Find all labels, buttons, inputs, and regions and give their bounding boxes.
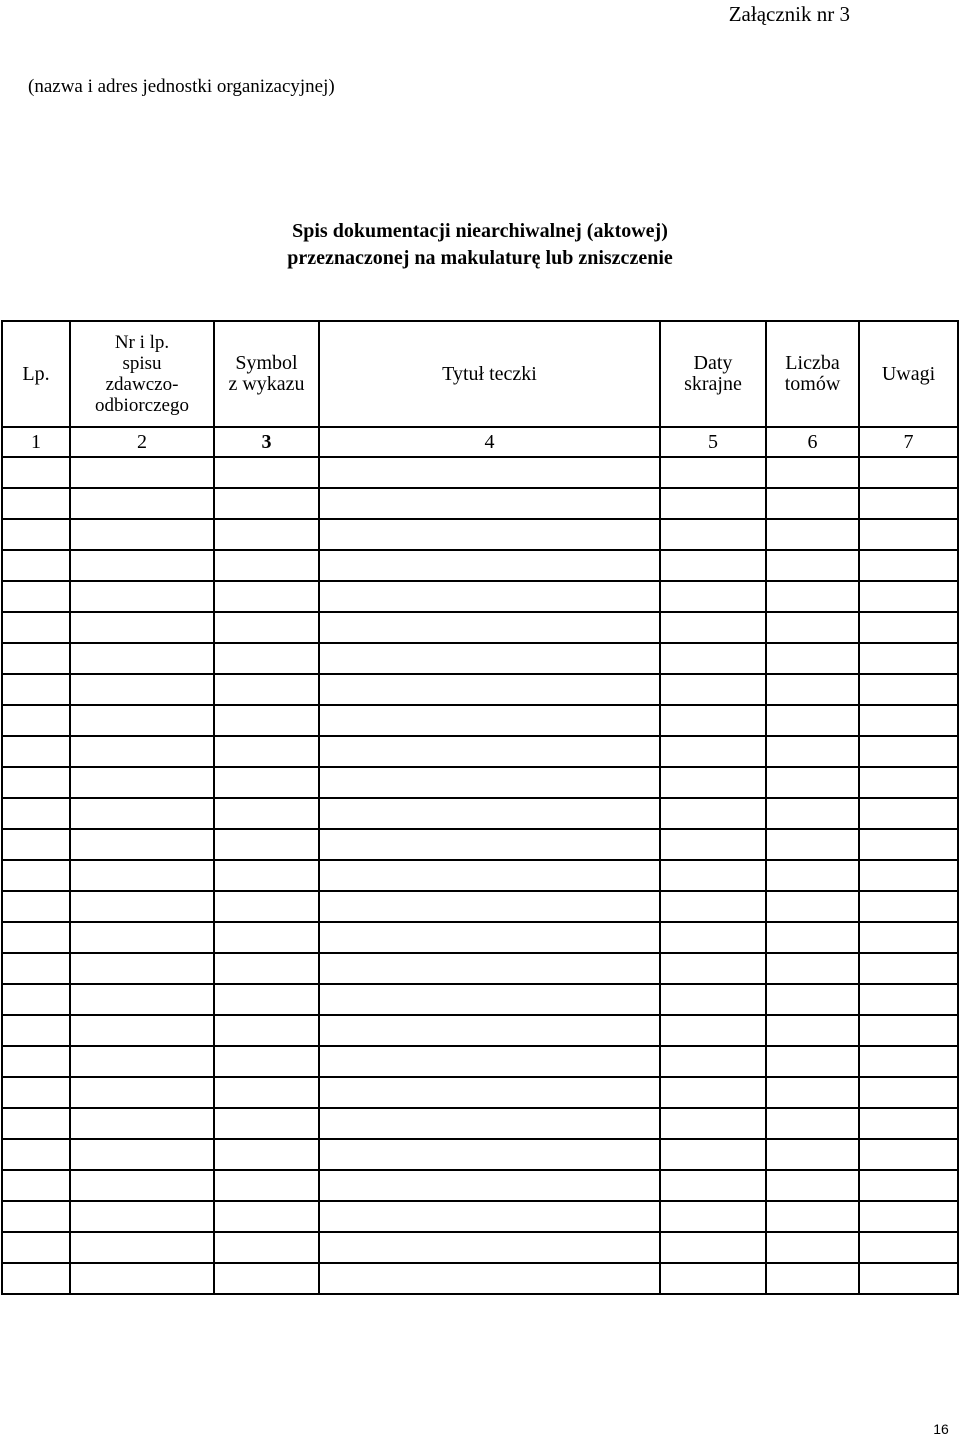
table-cell bbox=[319, 767, 660, 798]
table-cell bbox=[70, 1015, 214, 1046]
table-cell bbox=[70, 984, 214, 1015]
table-cell bbox=[766, 1046, 859, 1077]
table-cell bbox=[214, 1232, 319, 1263]
table-cell bbox=[214, 798, 319, 829]
table-cell bbox=[766, 550, 859, 581]
table-row bbox=[2, 457, 958, 488]
table-cell bbox=[766, 488, 859, 519]
table-cell bbox=[660, 1015, 766, 1046]
table-cell bbox=[2, 1046, 70, 1077]
table-cell bbox=[214, 519, 319, 550]
table-cell bbox=[660, 550, 766, 581]
table-cell bbox=[214, 550, 319, 581]
table-row bbox=[2, 922, 958, 953]
table-cell bbox=[766, 860, 859, 891]
table-cell bbox=[319, 612, 660, 643]
table-cell bbox=[766, 705, 859, 736]
table-row bbox=[2, 488, 958, 519]
table-cell bbox=[70, 1108, 214, 1139]
table-cell bbox=[766, 984, 859, 1015]
table-cell bbox=[2, 581, 70, 612]
table-cell bbox=[70, 581, 214, 612]
table-cell bbox=[319, 1201, 660, 1232]
table-row bbox=[2, 1139, 958, 1170]
table-cell bbox=[319, 519, 660, 550]
table-row bbox=[2, 736, 958, 767]
table-cell bbox=[859, 1108, 958, 1139]
table-cell bbox=[70, 922, 214, 953]
table-cell bbox=[859, 674, 958, 705]
table-cell bbox=[70, 674, 214, 705]
table-cell bbox=[70, 767, 214, 798]
annex-label: Załącznik nr 3 bbox=[728, 2, 850, 26]
table-cell bbox=[859, 457, 958, 488]
table-cell bbox=[214, 1046, 319, 1077]
table-cell bbox=[859, 705, 958, 736]
table-cell bbox=[660, 457, 766, 488]
table-cell bbox=[859, 1077, 958, 1108]
table-cell bbox=[214, 705, 319, 736]
table-cell bbox=[214, 953, 319, 984]
table-cell bbox=[2, 1263, 70, 1294]
column-number: 3 bbox=[214, 427, 319, 457]
column-number: 7 bbox=[859, 427, 958, 457]
table-cell bbox=[660, 1170, 766, 1201]
table-cell bbox=[2, 736, 70, 767]
table-cell bbox=[214, 767, 319, 798]
table-row bbox=[2, 767, 958, 798]
document-list-table bbox=[1, 320, 959, 1295]
table-cell bbox=[660, 643, 766, 674]
table-cell bbox=[214, 1108, 319, 1139]
column-number: 2 bbox=[70, 427, 214, 457]
table-cell bbox=[70, 953, 214, 984]
table-cell bbox=[766, 1139, 859, 1170]
table-cell bbox=[859, 519, 958, 550]
table-cell bbox=[2, 1232, 70, 1263]
table-cell bbox=[70, 1232, 214, 1263]
table-row bbox=[2, 612, 958, 643]
table-cell bbox=[766, 519, 859, 550]
col-header-notes: Uwagi bbox=[859, 321, 958, 427]
table-row bbox=[2, 1108, 958, 1139]
table-cell bbox=[660, 891, 766, 922]
table-cell bbox=[2, 1139, 70, 1170]
table-cell bbox=[766, 1108, 859, 1139]
table-row bbox=[2, 1263, 958, 1294]
table-cell bbox=[319, 705, 660, 736]
table-cell bbox=[70, 891, 214, 922]
table-row bbox=[2, 581, 958, 612]
table-cell bbox=[859, 581, 958, 612]
table-cell bbox=[859, 984, 958, 1015]
table-cell bbox=[859, 612, 958, 643]
title-line-1: Spis dokumentacji niearchiwalnej (aktowej) bbox=[292, 220, 668, 242]
table-cell bbox=[319, 1263, 660, 1294]
table-cell bbox=[319, 643, 660, 674]
table-cell bbox=[214, 612, 319, 643]
table-cell bbox=[214, 984, 319, 1015]
table-cell bbox=[214, 457, 319, 488]
table-cell bbox=[319, 1046, 660, 1077]
table-cell bbox=[766, 674, 859, 705]
table-cell bbox=[2, 1201, 70, 1232]
table-cell bbox=[2, 1077, 70, 1108]
table-cell bbox=[660, 860, 766, 891]
table-cell bbox=[319, 550, 660, 581]
table-cell bbox=[859, 1232, 958, 1263]
table-cell bbox=[660, 1232, 766, 1263]
table-cell bbox=[660, 1046, 766, 1077]
table-cell bbox=[214, 922, 319, 953]
table-cell bbox=[660, 1139, 766, 1170]
table-cell bbox=[660, 674, 766, 705]
table-cell bbox=[70, 705, 214, 736]
table-row bbox=[2, 1077, 958, 1108]
page-number: 16 bbox=[926, 1418, 956, 1440]
table-cell bbox=[214, 829, 319, 860]
column-number: 5 bbox=[660, 427, 766, 457]
table-cell bbox=[70, 1046, 214, 1077]
table-cell bbox=[2, 674, 70, 705]
col-header-lp: Lp. bbox=[2, 321, 70, 427]
table-cell bbox=[214, 643, 319, 674]
table-cell bbox=[766, 1015, 859, 1046]
table-cell bbox=[2, 891, 70, 922]
table-cell bbox=[214, 581, 319, 612]
table-cell bbox=[660, 1077, 766, 1108]
table-cell bbox=[859, 1263, 958, 1294]
organization-placeholder: (nazwa i adres jednostki organizacyjnej) bbox=[28, 76, 335, 97]
table-cell bbox=[319, 457, 660, 488]
table-cell bbox=[766, 736, 859, 767]
table-cell bbox=[859, 860, 958, 891]
table-cell bbox=[70, 798, 214, 829]
document-title bbox=[0, 218, 960, 272]
table-row bbox=[2, 519, 958, 550]
table-row bbox=[2, 674, 958, 705]
table-cell bbox=[319, 1232, 660, 1263]
table-cell bbox=[2, 550, 70, 581]
table-cell bbox=[859, 643, 958, 674]
col-header-symbol: Symbol z wykazu bbox=[214, 321, 319, 427]
table-row bbox=[2, 1201, 958, 1232]
table-cell bbox=[214, 1170, 319, 1201]
table-row bbox=[2, 829, 958, 860]
blank-rows bbox=[2, 457, 958, 1294]
table-cell bbox=[214, 736, 319, 767]
table-cell bbox=[2, 767, 70, 798]
table-cell bbox=[660, 767, 766, 798]
table-cell bbox=[2, 798, 70, 829]
table-cell bbox=[70, 457, 214, 488]
table-row bbox=[2, 1170, 958, 1201]
table-row bbox=[2, 643, 958, 674]
table-cell bbox=[70, 829, 214, 860]
table-cell bbox=[766, 1263, 859, 1294]
table-row bbox=[2, 860, 958, 891]
table-cell bbox=[660, 1108, 766, 1139]
table-cell bbox=[2, 1015, 70, 1046]
table-cell bbox=[70, 1201, 214, 1232]
table-cell bbox=[766, 798, 859, 829]
table-cell bbox=[214, 674, 319, 705]
col-header-date-range: Daty skrajne bbox=[660, 321, 766, 427]
column-number: 4 bbox=[319, 427, 660, 457]
table-cell bbox=[766, 1232, 859, 1263]
table-cell bbox=[766, 829, 859, 860]
column-number: 1 bbox=[2, 427, 70, 457]
table-cell bbox=[859, 1046, 958, 1077]
table-row bbox=[2, 891, 958, 922]
table-cell bbox=[660, 736, 766, 767]
table-cell bbox=[660, 1263, 766, 1294]
table-cell bbox=[70, 488, 214, 519]
table-cell bbox=[2, 1108, 70, 1139]
table-cell bbox=[859, 1015, 958, 1046]
table-cell bbox=[70, 1077, 214, 1108]
table-cell bbox=[766, 953, 859, 984]
table-cell bbox=[766, 643, 859, 674]
table-cell bbox=[2, 860, 70, 891]
table-cell bbox=[660, 612, 766, 643]
table-cell bbox=[214, 1077, 319, 1108]
table-row bbox=[2, 953, 958, 984]
table-cell bbox=[70, 612, 214, 643]
table-cell bbox=[70, 736, 214, 767]
table-cell bbox=[214, 1139, 319, 1170]
table-cell bbox=[319, 953, 660, 984]
table-cell bbox=[859, 1170, 958, 1201]
table-cell bbox=[2, 984, 70, 1015]
column-number: 6 bbox=[766, 427, 859, 457]
table-cell bbox=[319, 1077, 660, 1108]
table-cell bbox=[319, 1170, 660, 1201]
table-cell bbox=[319, 736, 660, 767]
table-cell bbox=[766, 1077, 859, 1108]
table-cell bbox=[660, 984, 766, 1015]
table-cell bbox=[2, 488, 70, 519]
table-row bbox=[2, 550, 958, 581]
table-cell bbox=[766, 922, 859, 953]
table-cell bbox=[859, 953, 958, 984]
table-cell bbox=[214, 1263, 319, 1294]
table-cell bbox=[859, 1201, 958, 1232]
table-row bbox=[2, 705, 958, 736]
table-cell bbox=[214, 1015, 319, 1046]
table-cell bbox=[70, 1263, 214, 1294]
table-cell bbox=[70, 860, 214, 891]
table-cell bbox=[214, 1201, 319, 1232]
table-row bbox=[2, 1015, 958, 1046]
table-cell bbox=[660, 922, 766, 953]
table-cell bbox=[660, 798, 766, 829]
table-cell bbox=[319, 1139, 660, 1170]
table-cell bbox=[859, 922, 958, 953]
table-cell bbox=[660, 581, 766, 612]
table-cell bbox=[859, 736, 958, 767]
col-header-folder-title: Tytuł teczki bbox=[319, 321, 660, 427]
table-cell bbox=[766, 457, 859, 488]
table-cell bbox=[2, 1170, 70, 1201]
table-cell bbox=[766, 612, 859, 643]
table-cell bbox=[660, 829, 766, 860]
table-cell bbox=[2, 705, 70, 736]
table-row bbox=[2, 798, 958, 829]
table-cell bbox=[859, 829, 958, 860]
table-cell bbox=[660, 1201, 766, 1232]
table-cell bbox=[766, 1170, 859, 1201]
table-cell bbox=[859, 767, 958, 798]
table-cell bbox=[660, 519, 766, 550]
table-header-row bbox=[2, 321, 958, 427]
table-cell bbox=[319, 674, 660, 705]
table-cell bbox=[2, 829, 70, 860]
table-cell bbox=[859, 891, 958, 922]
table-cell bbox=[859, 550, 958, 581]
table-cell bbox=[319, 829, 660, 860]
table-row bbox=[2, 1046, 958, 1077]
table-row bbox=[2, 984, 958, 1015]
table-cell bbox=[214, 860, 319, 891]
table-cell bbox=[319, 1108, 660, 1139]
table-cell bbox=[319, 860, 660, 891]
table-cell bbox=[214, 488, 319, 519]
table-cell bbox=[660, 488, 766, 519]
table-cell bbox=[766, 581, 859, 612]
table-cell bbox=[319, 581, 660, 612]
table-cell bbox=[766, 891, 859, 922]
table-cell bbox=[660, 953, 766, 984]
table-cell bbox=[319, 1015, 660, 1046]
table-cell bbox=[319, 488, 660, 519]
table-cell bbox=[2, 612, 70, 643]
column-number-row bbox=[2, 427, 958, 457]
table-cell bbox=[319, 891, 660, 922]
table-cell bbox=[859, 798, 958, 829]
table-cell bbox=[2, 922, 70, 953]
table-cell bbox=[766, 1201, 859, 1232]
table-cell bbox=[319, 798, 660, 829]
table-cell bbox=[70, 1170, 214, 1201]
table-cell bbox=[2, 953, 70, 984]
title-line-2: przeznaczonej na makulaturę lub zniszczenie bbox=[287, 247, 673, 269]
table-row bbox=[2, 1232, 958, 1263]
col-header-list-number: Nr i lp. spisu zdawczo- odbiorczego bbox=[70, 321, 214, 427]
table-cell bbox=[319, 922, 660, 953]
table-cell bbox=[214, 891, 319, 922]
table-cell bbox=[2, 643, 70, 674]
table-cell bbox=[319, 984, 660, 1015]
table-cell bbox=[70, 519, 214, 550]
table-cell bbox=[859, 488, 958, 519]
table-cell bbox=[70, 643, 214, 674]
col-header-volume-count: Liczba tomów bbox=[766, 321, 859, 427]
table-cell bbox=[2, 519, 70, 550]
table-cell bbox=[70, 1139, 214, 1170]
table-cell bbox=[660, 705, 766, 736]
table-cell bbox=[70, 550, 214, 581]
table-cell bbox=[2, 457, 70, 488]
table-cell bbox=[859, 1139, 958, 1170]
table-cell bbox=[766, 767, 859, 798]
